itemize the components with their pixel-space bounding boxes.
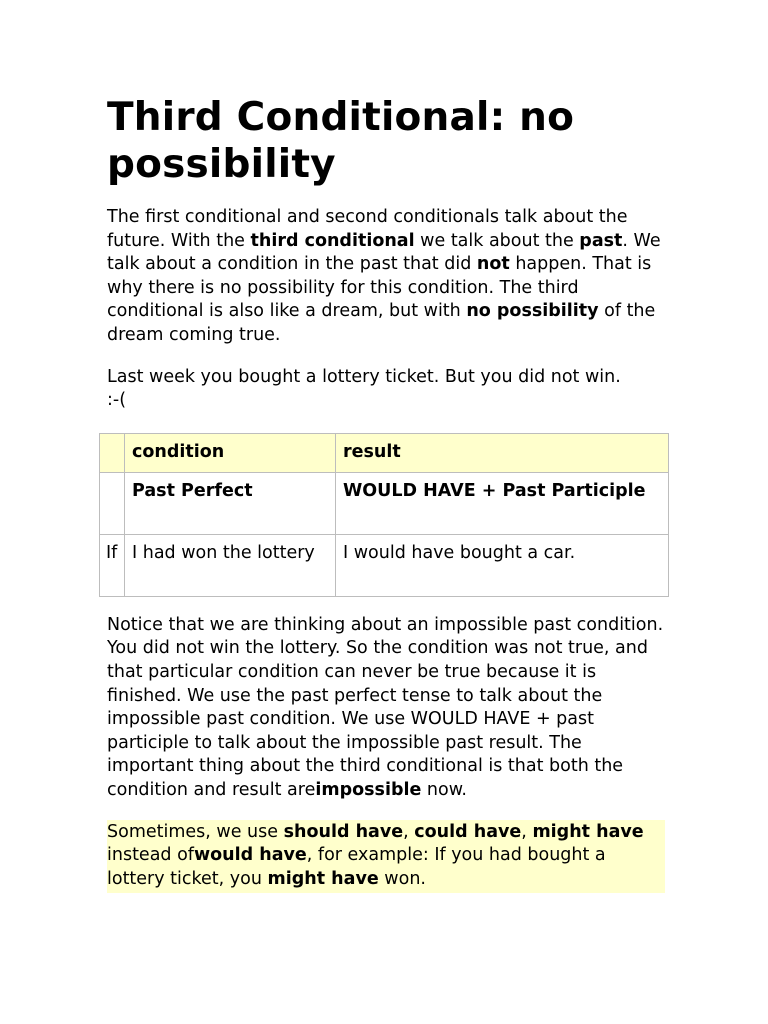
bold-term-could-have: could have <box>414 821 522 842</box>
tense-label: WOULD HAVE + Past Participle <box>343 480 646 501</box>
bold-term-past: past <box>579 230 623 251</box>
table-row <box>100 534 669 596</box>
table-cell <box>125 472 336 534</box>
highlighted-note-paragraph <box>107 820 665 894</box>
table-cell: I would have bought a car. <box>336 534 669 596</box>
text-run: of the dream coming true. <box>107 301 656 345</box>
bold-term-not: not <box>476 254 510 275</box>
text-run: won. <box>378 868 426 889</box>
text-run: , <box>521 821 533 842</box>
text-run: Notice that we are thinking about an impossible past condition. You did not win the lottery. So the condition was not true, and that particular condition can never be true because it is finished. We use the past perfect tense to talk about the impossible past condition. We use WOULD HAVE + past participle to talk about the impossible past result. The important thing about the third conditional is that both the condition and result are <box>107 614 664 800</box>
text-run: we talk about the <box>414 230 580 251</box>
bold-term-impossible: impossible <box>315 779 422 800</box>
table-cell: I had won the lottery <box>125 534 336 596</box>
text-run: happen. That is why there is no possibility for this condition. The third conditional is also like a dream, but with <box>107 254 652 322</box>
table-header-cell: result <box>336 433 669 472</box>
text-run: , for example: If you had bought a lottery ticket, you <box>107 845 606 889</box>
text-run: . We talk about a condition in the past that did <box>107 230 661 275</box>
table-header-cell: condition <box>125 433 336 472</box>
text-run: The first conditional and second conditionals talk about the future. With the <box>107 207 628 251</box>
bold-term-might-have: might have <box>532 821 644 842</box>
text-run: instead of <box>107 845 194 866</box>
page-title: Third Conditional: no possibility <box>107 95 575 187</box>
bold-term-would-have: would have <box>193 845 307 866</box>
text-run: Sometimes, we use <box>107 821 284 842</box>
table-header-cell <box>100 433 125 472</box>
intro-paragraph <box>107 206 663 348</box>
table-row <box>100 472 669 534</box>
text-run: now. <box>421 779 467 800</box>
bold-term-no-possibility: no possibility <box>466 301 599 322</box>
bold-term-might-have: might have <box>267 868 379 889</box>
table-cell <box>100 472 125 534</box>
bold-term-should-have: should have <box>283 821 404 842</box>
table-cell: If <box>100 534 125 596</box>
table-header-row <box>100 433 669 472</box>
document-page <box>107 94 669 893</box>
tense-label: Past Perfect <box>132 480 253 501</box>
example-intro-paragraph: Last week you bought a lottery ticket. But you did not win. :-( <box>107 366 621 411</box>
bold-term-third-conditional: third conditional <box>250 230 415 251</box>
conditional-table <box>99 433 669 597</box>
table-cell <box>336 472 669 534</box>
text-run: , <box>403 821 415 842</box>
explanation-paragraph <box>107 614 667 803</box>
